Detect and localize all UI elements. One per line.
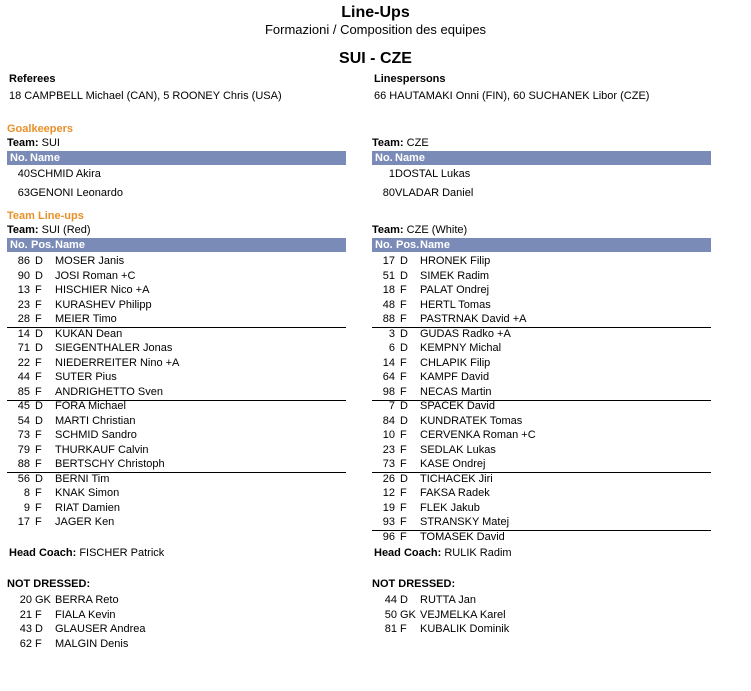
player-position: F: [35, 516, 42, 528]
player-row: [372, 399, 711, 413]
player-name: HISCHIER Nico +A: [55, 284, 150, 296]
player-row: [7, 269, 346, 283]
player-number: 48: [382, 298, 395, 311]
player-name: JAGER Ken: [55, 516, 115, 528]
player-row: [7, 385, 346, 399]
right-lineup-team: [372, 224, 467, 236]
player-number: 79: [17, 443, 30, 456]
col-no: No.: [10, 152, 28, 164]
player-number: 86: [17, 255, 30, 267]
right-not-dressed-label: NOT DRESSED:: [372, 578, 456, 590]
player-position: F: [400, 443, 407, 456]
player-name: MOSER Janis: [55, 255, 125, 267]
player-position: F: [400, 298, 407, 311]
player-row: [372, 254, 711, 268]
player-number: 73: [17, 429, 30, 441]
player-name: HRONEK Filip: [420, 255, 491, 267]
player-position: D: [35, 255, 43, 267]
player-row: [7, 515, 346, 529]
player-row: [7, 327, 346, 341]
player-number: 80: [382, 187, 395, 199]
player-row: [7, 457, 346, 471]
player-row: [7, 637, 346, 651]
player-number: 1: [388, 168, 395, 180]
page-subtitle: Formazioni / Composition des equipes: [264, 22, 487, 37]
head-coach-label: Head Coach:: [9, 547, 77, 559]
player-position: F: [35, 298, 42, 311]
player-number: 17: [17, 516, 30, 528]
player-position: F: [400, 458, 407, 470]
col-no: No.: [10, 239, 28, 251]
player-name: MARTI Christian: [55, 414, 136, 427]
player-name: NIEDERREITER Nino +A: [55, 356, 180, 369]
player-row: [372, 608, 711, 622]
player-row: [372, 283, 711, 297]
player-number: 17: [382, 255, 395, 267]
player-number: 93: [382, 516, 395, 528]
player-row: [7, 428, 346, 442]
player-number: 23: [17, 298, 30, 311]
player-name: KNAK Simon: [55, 487, 120, 499]
player-name: VEJMELKA Karel: [420, 608, 506, 621]
player-row: [7, 593, 346, 607]
team-name: SUI: [41, 137, 60, 149]
player-position: F: [400, 356, 407, 369]
player-position: F: [35, 458, 42, 470]
player-name: ANDRIGHETTO Sven: [55, 385, 163, 398]
player-row: [7, 370, 346, 384]
player-position: F: [35, 637, 42, 650]
player-number: 64: [382, 371, 395, 383]
player-position: D: [35, 623, 43, 635]
player-name: PASTRNAK David +A: [420, 313, 527, 325]
player-position: F: [35, 487, 42, 499]
player-number: 3: [388, 327, 395, 340]
player-position: F: [35, 501, 42, 514]
team-name: SUI (Red): [41, 224, 91, 236]
player-position: F: [400, 501, 407, 514]
player-name: BERNI Tim: [55, 472, 110, 485]
player-row: [372, 443, 711, 457]
player-name: RIAT Damien: [55, 501, 121, 514]
player-name: TICHACEK Jiri: [420, 472, 493, 485]
player-row: [372, 167, 711, 181]
player-name: KURASHEV Philipp: [55, 298, 152, 311]
linespersons-value: 66 HAUTAMAKI Onni (FIN), 60 SUCHANEK Libor (CZE): [374, 90, 650, 102]
player-row: [372, 622, 711, 636]
player-position: F: [35, 313, 42, 325]
player-number: 13: [17, 284, 30, 296]
player-number: 14: [382, 356, 395, 369]
player-position: F: [400, 371, 407, 383]
player-name: SEDLAK Lukas: [420, 443, 496, 456]
right-head-coach: [374, 547, 512, 559]
player-number: 14: [17, 327, 30, 340]
player-name: FLEK Jakub: [420, 501, 480, 514]
player-position: D: [400, 400, 408, 412]
player-row: [372, 486, 711, 500]
player-position: D: [400, 269, 408, 282]
player-number: 54: [17, 414, 30, 427]
player-number: 88: [382, 313, 395, 325]
player-position: F: [400, 385, 407, 398]
page-title: Line-Ups: [341, 4, 410, 21]
col-pos: Pos.: [396, 239, 420, 251]
player-number: 85: [17, 385, 30, 398]
player-row: [372, 312, 711, 326]
player-name: SCHMID Akira: [30, 168, 101, 180]
player-number: 81: [384, 623, 397, 635]
player-row: [7, 443, 346, 457]
col-name: Name: [55, 239, 85, 251]
player-row: [7, 312, 346, 326]
player-name: KEMPNY Michal: [420, 342, 502, 354]
referees-value: 18 CAMPBELL Michael (CAN), 5 ROONEY Chris (USA): [9, 90, 282, 102]
player-row: [7, 501, 346, 515]
player-name: KUKAN Dean: [55, 327, 123, 340]
player-position: D: [400, 472, 408, 485]
left-lineup-team: [7, 224, 91, 236]
left-not-dressed-label: NOT DRESSED:: [7, 578, 91, 590]
player-row: [7, 298, 346, 312]
player-number: 8: [23, 487, 30, 499]
player-row: [7, 167, 346, 181]
player-position: F: [400, 313, 407, 325]
player-number: 9: [23, 501, 30, 514]
player-name: RUTTA Jan: [420, 594, 477, 606]
player-number: 45: [17, 400, 30, 412]
player-position: D: [400, 414, 408, 427]
player-number: 50: [384, 608, 397, 621]
player-row: [372, 327, 711, 341]
player-name: CHLAPIK Filip: [420, 356, 491, 369]
goalkeepers-label: Goalkeepers: [7, 123, 74, 135]
player-row: [7, 486, 346, 500]
player-position: D: [35, 342, 43, 354]
player-name: DOSTAL Lukas: [395, 168, 471, 180]
team-label: Team:: [372, 137, 404, 149]
player-position: D: [35, 414, 43, 427]
player-name: BERTSCHY Christoph: [55, 458, 165, 470]
player-position: F: [400, 530, 407, 543]
player-number: 63: [17, 187, 30, 199]
player-number: 20: [19, 594, 32, 606]
player-name: SCHMID Sandro: [55, 429, 137, 441]
player-name: SIEGENTHALER Jonas: [55, 342, 173, 354]
player-name: SUTER Pius: [55, 371, 117, 383]
right-gk-team: [372, 137, 429, 149]
player-number: 88: [17, 458, 30, 470]
player-position: D: [400, 327, 408, 340]
player-position: D: [400, 342, 408, 354]
player-position: GK: [35, 594, 51, 606]
player-number: 43: [19, 623, 32, 635]
player-name: TOMASEK David: [420, 530, 505, 543]
player-name: MALGIN Denis: [55, 637, 129, 650]
left-gk-header: [7, 151, 346, 165]
player-position: D: [35, 472, 43, 485]
player-name: SPACEK David: [420, 400, 495, 412]
player-position: F: [35, 608, 42, 621]
player-row: [372, 530, 711, 544]
player-number: 98: [382, 385, 395, 398]
player-position: F: [35, 356, 42, 369]
player-name: THURKAUF Calvin: [55, 443, 149, 456]
player-row: [7, 356, 346, 370]
player-number: 40: [17, 168, 30, 180]
player-row: [372, 356, 711, 370]
player-name: GENONI Leonardo: [30, 187, 123, 199]
player-position: D: [400, 255, 408, 267]
player-position: F: [400, 284, 407, 296]
player-row: [372, 428, 711, 442]
col-pos: Pos.: [31, 239, 55, 251]
player-row: [7, 622, 346, 636]
head-coach-name: FISCHER Patrick: [79, 547, 165, 559]
col-name: Name: [420, 239, 450, 251]
player-name: NECAS Martin: [420, 385, 492, 398]
player-position: D: [35, 269, 43, 282]
player-number: 28: [17, 313, 30, 325]
player-position: F: [400, 487, 407, 499]
player-row: [7, 341, 346, 355]
player-row: [372, 298, 711, 312]
player-number: 96: [382, 530, 395, 543]
player-name: FIALA Kevin: [55, 608, 116, 621]
team-label: Team:: [372, 224, 404, 236]
player-row: [372, 385, 711, 399]
player-row: [7, 399, 346, 413]
player-name: CERVENKA Roman +C: [420, 429, 536, 441]
player-number: 19: [382, 501, 395, 514]
match-title: SUI - CZE: [339, 50, 412, 67]
team-name: CZE (White): [406, 224, 468, 236]
player-number: 71: [17, 342, 30, 354]
player-name: PALAT Ondrej: [420, 284, 490, 296]
col-name: Name: [395, 152, 425, 164]
player-row: [7, 283, 346, 297]
player-row: [7, 472, 346, 486]
col-no: No.: [375, 152, 393, 164]
player-row: [372, 186, 711, 200]
player-name: STRANSKY Matej: [420, 516, 510, 528]
player-row: [372, 414, 711, 428]
player-row: [7, 254, 346, 268]
referees-label: Referees: [9, 73, 56, 85]
player-row: [7, 186, 346, 200]
right-lineup-header: [372, 238, 711, 252]
player-number: 23: [382, 443, 395, 456]
player-name: MEIER Timo: [55, 313, 117, 325]
player-number: 7: [388, 400, 395, 412]
player-position: D: [35, 400, 43, 412]
player-row: [372, 269, 711, 283]
player-name: FAKSA Radek: [420, 487, 490, 499]
player-name: KAMPF David: [420, 371, 490, 383]
player-number: 22: [17, 356, 30, 369]
player-number: 10: [382, 429, 395, 441]
player-name: GUDAS Radko +A: [420, 327, 511, 340]
player-name: GLAUSER Andrea: [55, 623, 146, 635]
player-row: [372, 501, 711, 515]
player-name: KASE Ondrej: [420, 458, 486, 470]
left-gk-team: [7, 137, 60, 149]
player-number: 62: [19, 637, 32, 650]
player-row: [372, 593, 711, 607]
col-name: Name: [30, 152, 60, 164]
head-coach-name: RULIK Radim: [444, 547, 512, 559]
player-name: VLADAR Daniel: [395, 187, 474, 199]
player-number: 51: [382, 269, 395, 282]
player-number: 18: [382, 284, 395, 296]
lineups-label: Team Line-ups: [7, 210, 84, 222]
player-row: [372, 472, 711, 486]
player-row: [372, 515, 711, 529]
player-position: F: [400, 516, 407, 528]
player-number: 12: [382, 487, 395, 499]
left-head-coach: [9, 547, 164, 559]
player-position: F: [35, 284, 42, 296]
player-name: KUBALIK Dominik: [420, 623, 510, 635]
player-position: D: [400, 594, 408, 606]
player-name: BERRA Reto: [55, 594, 119, 606]
player-position: F: [35, 429, 42, 441]
player-number: 21: [19, 608, 32, 621]
player-position: F: [400, 623, 407, 635]
left-lineup-header: [7, 238, 346, 252]
player-name: FORA Michael: [55, 400, 126, 412]
player-number: 90: [17, 269, 30, 282]
player-name: HERTL Tomas: [420, 298, 491, 311]
player-row: [372, 457, 711, 471]
player-number: 6: [388, 342, 395, 354]
player-position: F: [35, 371, 42, 383]
player-name: JOSI Roman +C: [55, 269, 136, 282]
col-no: No.: [375, 239, 393, 251]
player-number: 56: [17, 472, 30, 485]
player-number: 44: [384, 594, 397, 606]
player-row: [7, 608, 346, 622]
player-row: [372, 370, 711, 384]
player-row: [7, 414, 346, 428]
head-coach-label: Head Coach:: [374, 547, 442, 559]
player-position: F: [35, 385, 42, 398]
player-position: F: [35, 443, 42, 456]
player-position: D: [35, 327, 43, 340]
player-number: 26: [382, 472, 395, 485]
player-row: [372, 341, 711, 355]
player-number: 73: [382, 458, 395, 470]
linespersons-label: Linespersons: [374, 73, 446, 85]
player-position: GK: [400, 608, 416, 621]
player-number: 44: [17, 371, 30, 383]
player-position: F: [400, 429, 407, 441]
right-gk-header: [372, 151, 711, 165]
team-label: Team:: [7, 137, 39, 149]
team-name: CZE: [406, 137, 429, 149]
team-label: Team:: [7, 224, 39, 236]
player-number: 84: [382, 414, 395, 427]
player-name: SIMEK Radim: [420, 269, 490, 282]
player-name: KUNDRATEK Tomas: [420, 414, 523, 427]
